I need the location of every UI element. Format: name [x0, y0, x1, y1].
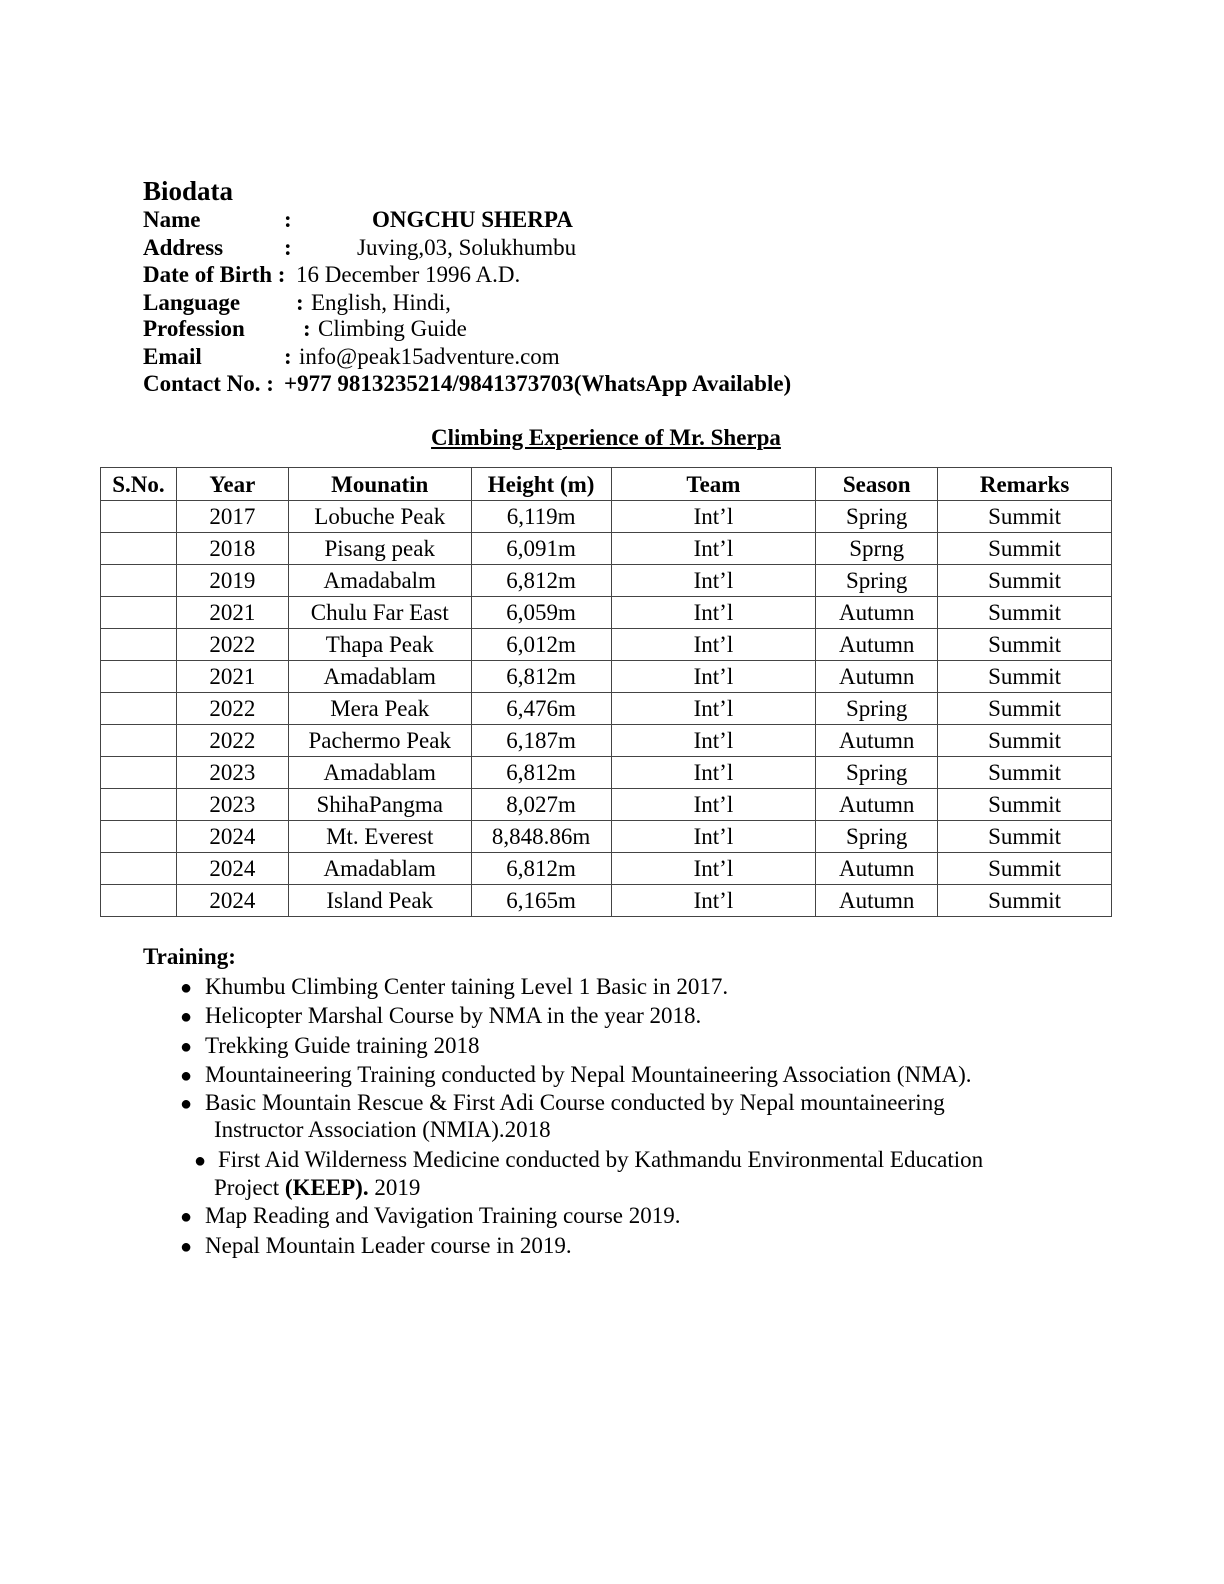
cell-mountain: Amadablam — [288, 757, 471, 789]
cell-team: Int’l — [611, 757, 816, 789]
cell-team: Int’l — [611, 789, 816, 821]
email-label: Email — [143, 344, 202, 369]
year-text: 2019 — [374, 1175, 421, 1200]
keep-text: (KEEP). — [284, 1175, 369, 1200]
cell-height: 6,812m — [471, 757, 611, 789]
cell-year: 2022 — [176, 725, 288, 757]
cell-mountain: Island Peak — [288, 885, 471, 917]
cell-remarks: Summit — [938, 597, 1112, 629]
cell-remarks: Summit — [938, 885, 1112, 917]
name-value: ONGCHU SHERPA — [372, 207, 573, 232]
cell-mountain: Amadablam — [288, 853, 471, 885]
cell-height: 6,812m — [471, 661, 611, 693]
cell-sno — [101, 693, 177, 725]
cell-season: Autumn — [816, 853, 938, 885]
list-item: First Aid Wilderness Medicine conducted by Kathmandu Environmental Education — [218, 1147, 984, 1172]
cell-year: 2023 — [176, 789, 288, 821]
bullet-icon: ● — [180, 977, 193, 999]
cell-year: 2017 — [176, 501, 288, 533]
cell-sno — [101, 853, 177, 885]
cell-mountain: Pisang peak — [288, 533, 471, 565]
profession-value: Climbing Guide — [318, 316, 467, 341]
cell-remarks: Summit — [938, 853, 1112, 885]
list-item-continuation: Instructor Association (NMIA).2018 — [214, 1117, 551, 1142]
cell-remarks: Summit — [938, 533, 1112, 565]
table-row — [101, 757, 1112, 789]
header-season: Season — [816, 468, 938, 501]
cell-remarks: Summit — [938, 725, 1112, 757]
table-row — [101, 821, 1112, 853]
cell-mountain: ShihaPangma — [288, 789, 471, 821]
list-item: Nepal Mountain Leader course in 2019. — [205, 1233, 572, 1258]
cell-height: 6,012m — [471, 629, 611, 661]
cell-remarks: Summit — [938, 693, 1112, 725]
cell-sno — [101, 757, 177, 789]
cell-season: Spring — [816, 565, 938, 597]
cell-season: Sprng — [816, 533, 938, 565]
cell-season: Autumn — [816, 661, 938, 693]
table-row — [101, 661, 1112, 693]
cell-sno — [101, 597, 177, 629]
bullet-icon: ● — [180, 1093, 193, 1115]
dob-label: Date of Birth : — [143, 262, 286, 287]
cell-height: 6,812m — [471, 565, 611, 597]
cell-team: Int’l — [611, 725, 816, 757]
cell-year: 2021 — [176, 597, 288, 629]
cell-year: 2021 — [176, 661, 288, 693]
cell-mountain: Lobuche Peak — [288, 501, 471, 533]
cell-season: Autumn — [816, 789, 938, 821]
cell-sno — [101, 501, 177, 533]
cell-height: 8,027m — [471, 789, 611, 821]
cell-remarks: Summit — [938, 661, 1112, 693]
cell-height: 6,165m — [471, 885, 611, 917]
header-team: Team — [611, 468, 816, 501]
list-item: Khumbu Climbing Center taining Level 1 Basic in 2017. — [205, 974, 729, 999]
language-label: Language — [143, 290, 241, 315]
cell-mountain: Chulu Far East — [288, 597, 471, 629]
cell-height: 6,059m — [471, 597, 611, 629]
cell-season: Autumn — [816, 629, 938, 661]
language-value: English, Hindi, — [311, 290, 451, 315]
cell-remarks: Summit — [938, 565, 1112, 597]
email-colon: : — [284, 344, 292, 369]
project-text: Project — [214, 1175, 280, 1200]
cell-season: Spring — [816, 757, 938, 789]
training-heading: Training: — [143, 944, 236, 969]
table-row — [101, 565, 1112, 597]
cell-season: Spring — [816, 501, 938, 533]
list-item: Helicopter Marshal Course by NMA in the year 2018. — [205, 1003, 702, 1028]
cell-team: Int’l — [611, 853, 816, 885]
bullet-icon: ● — [180, 1206, 193, 1228]
cell-remarks: Summit — [938, 821, 1112, 853]
bullet-icon: ● — [180, 1065, 193, 1087]
cell-mountain: Pachermo Peak — [288, 725, 471, 757]
cell-height: 6,091m — [471, 533, 611, 565]
header-remarks: Remarks — [938, 468, 1112, 501]
list-item: Mountaineering Training conducted by Nepal Mountaineering Association (NMA). — [205, 1062, 972, 1087]
cell-mountain: Thapa Peak — [288, 629, 471, 661]
cell-remarks: Summit — [938, 501, 1112, 533]
name-colon: : — [284, 207, 292, 232]
cell-season: Spring — [816, 693, 938, 725]
table-row — [101, 501, 1112, 533]
cell-remarks: Summit — [938, 757, 1112, 789]
list-item: Trekking Guide training 2018 — [205, 1033, 480, 1058]
cell-year: 2022 — [176, 629, 288, 661]
list-item-continuation — [214, 1175, 420, 1201]
dob-value: 16 December 1996 A.D. — [296, 262, 521, 287]
page-title: Biodata — [143, 176, 234, 206]
contact-value: +977 9813235214/9841373703(WhatsApp Available) — [284, 371, 792, 396]
cell-height: 6,187m — [471, 725, 611, 757]
cell-sno — [101, 789, 177, 821]
cell-remarks: Summit — [938, 629, 1112, 661]
cell-sno — [101, 533, 177, 565]
table-row — [101, 693, 1112, 725]
cell-team: Int’l — [611, 597, 816, 629]
cell-season: Autumn — [816, 885, 938, 917]
table-row — [101, 725, 1112, 757]
cell-year: 2022 — [176, 693, 288, 725]
address-label: Address — [143, 235, 224, 260]
experience-heading: Climbing Experience of Mr. Sherpa — [431, 425, 781, 450]
cell-height: 6,812m — [471, 853, 611, 885]
cell-team: Int’l — [611, 693, 816, 725]
cell-year: 2019 — [176, 565, 288, 597]
cell-mountain: Amadabalm — [288, 565, 471, 597]
table-row — [101, 853, 1112, 885]
profession-colon: : — [303, 316, 311, 341]
cell-team: Int’l — [611, 821, 816, 853]
cell-team: Int’l — [611, 661, 816, 693]
cell-sno — [101, 821, 177, 853]
cell-mountain: Amadablam — [288, 661, 471, 693]
table-row — [101, 629, 1112, 661]
cell-team: Int’l — [611, 533, 816, 565]
cell-year: 2024 — [176, 853, 288, 885]
cell-team: Int’l — [611, 565, 816, 597]
language-colon: : — [296, 290, 304, 315]
address-value: Juving,03, Solukhumbu — [357, 235, 577, 260]
contact-label: Contact No. : — [143, 371, 274, 396]
cell-year: 2024 — [176, 821, 288, 853]
address-colon: : — [284, 235, 292, 260]
cell-height: 6,476m — [471, 693, 611, 725]
cell-height: 8,848.86m — [471, 821, 611, 853]
cell-sno — [101, 885, 177, 917]
cell-team: Int’l — [611, 629, 816, 661]
cell-sno — [101, 565, 177, 597]
bullet-icon: ● — [180, 1236, 193, 1258]
header-mountain: Mounatin — [288, 468, 471, 501]
cell-year: 2024 — [176, 885, 288, 917]
table-row — [101, 533, 1112, 565]
cell-mountain: Mt. Everest — [288, 821, 471, 853]
cell-remarks: Summit — [938, 789, 1112, 821]
table-row — [101, 885, 1112, 917]
header-year: Year — [176, 468, 288, 501]
cell-sno — [101, 629, 177, 661]
bullet-icon: ● — [180, 1036, 193, 1058]
list-item: Map Reading and Vavigation Training course 2019. — [205, 1203, 681, 1228]
list-item: Basic Mountain Rescue & First Adi Course conducted by Nepal mountaineering — [205, 1090, 945, 1115]
cell-season: Autumn — [816, 597, 938, 629]
cell-season: Autumn — [816, 725, 938, 757]
cell-year: 2018 — [176, 533, 288, 565]
bullet-icon: ● — [180, 1006, 193, 1028]
cell-sno — [101, 725, 177, 757]
bullet-icon: ● — [194, 1150, 207, 1172]
experience-table — [100, 467, 1112, 917]
name-label: Name — [143, 207, 201, 232]
header-sno: S.No. — [101, 468, 177, 501]
cell-team: Int’l — [611, 885, 816, 917]
table-header-row — [101, 468, 1112, 501]
cell-season: Spring — [816, 821, 938, 853]
cell-year: 2023 — [176, 757, 288, 789]
cell-height: 6,119m — [471, 501, 611, 533]
cell-sno — [101, 661, 177, 693]
email-value: info@peak15adventure.com — [299, 344, 560, 369]
header-height: Height (m) — [471, 468, 611, 501]
table-row — [101, 597, 1112, 629]
profession-label: Profession — [143, 316, 245, 341]
cell-mountain: Mera Peak — [288, 693, 471, 725]
cell-team: Int’l — [611, 501, 816, 533]
table-row — [101, 789, 1112, 821]
